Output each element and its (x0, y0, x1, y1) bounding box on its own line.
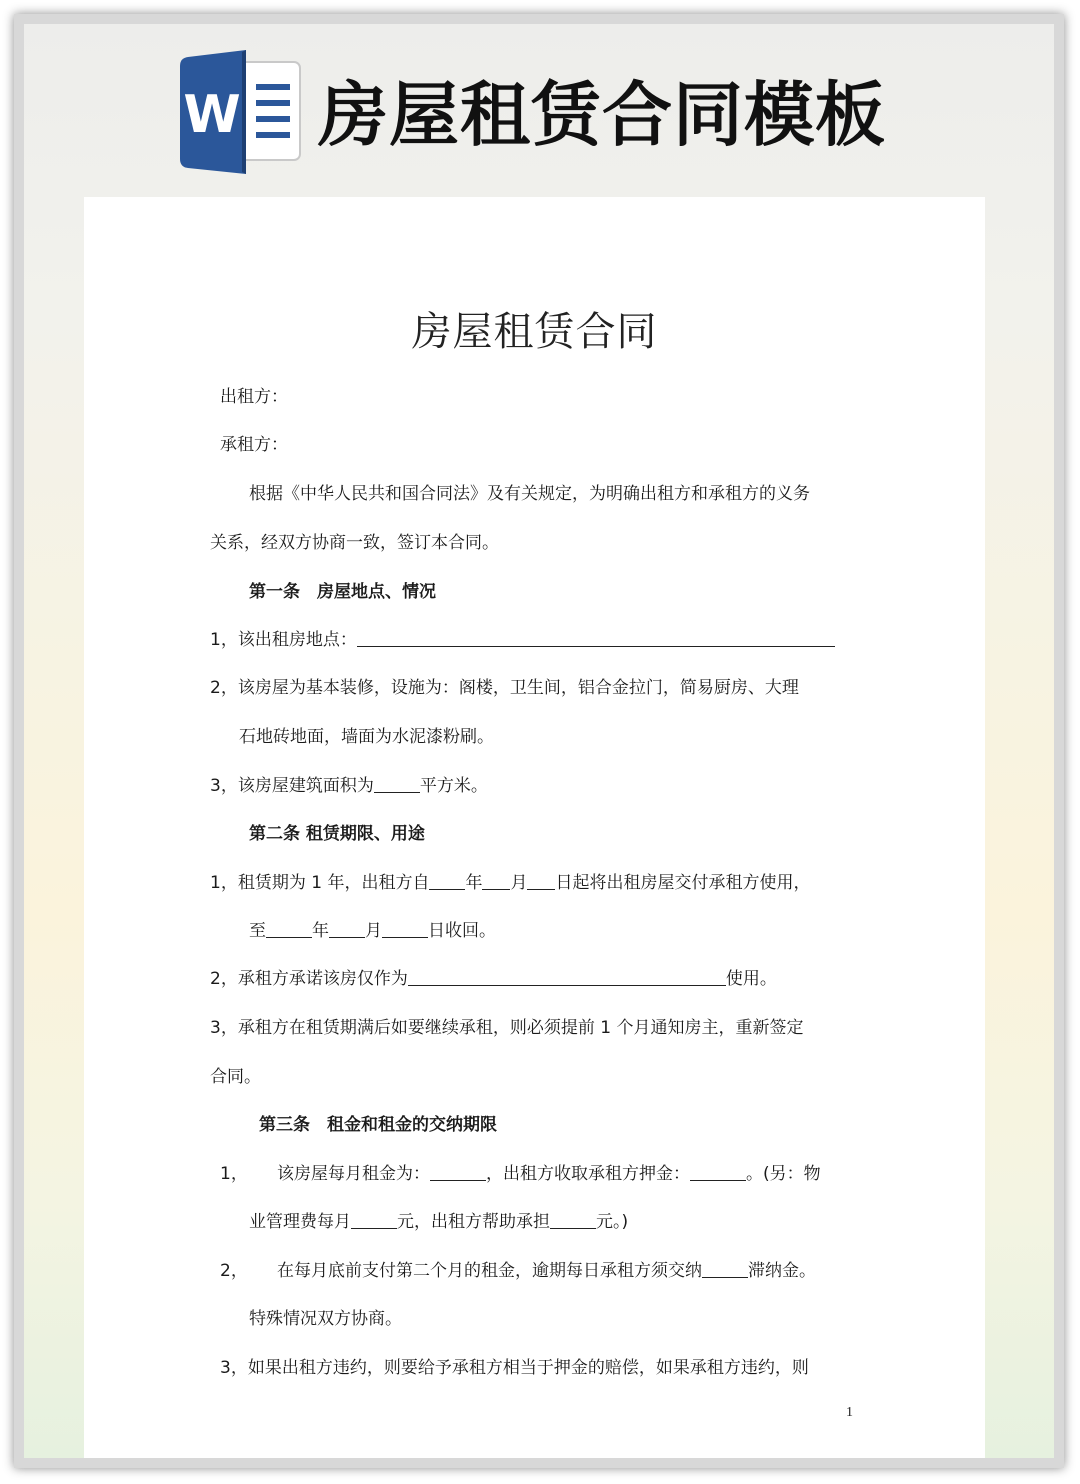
article-3-item-2-number: 2， (220, 1261, 248, 1281)
article-1-item-1 (210, 629, 835, 651)
blank-field (482, 872, 510, 890)
blank-field (351, 1211, 397, 1229)
blank-field (266, 920, 312, 938)
item-text: 业管理费每月 (249, 1212, 351, 1232)
poster-frame (14, 14, 1064, 1468)
lessee-label: 承租方： (220, 435, 288, 455)
item-text: 2，承租方承诺该房仅作为 (210, 969, 408, 989)
item-text: 1，该出租房地点： (210, 630, 357, 650)
svg-text:W: W (183, 85, 241, 145)
blank-field (550, 1211, 596, 1229)
blank-field (702, 1260, 748, 1278)
lessor-label: 出租方： (220, 387, 288, 407)
item-text: ，出租方收取承租方押金： (486, 1164, 690, 1184)
article-1-heading: 第一条 房屋地点、情况 (249, 582, 436, 602)
item-text: 年 (312, 921, 329, 941)
item-text: 滞纳金。 (748, 1261, 816, 1281)
article-3-item-2-line-2: 特殊情况双方协商。 (249, 1309, 402, 1329)
article-3-item-1-line-1 (277, 1163, 821, 1185)
item-text: 3，该房屋建筑面积为 (210, 776, 374, 796)
document-page (84, 197, 985, 1468)
article-2-item-1-line-2 (249, 920, 496, 942)
article-2-item-3-line-2: 合同。 (210, 1067, 261, 1087)
item-text: 至 (249, 921, 266, 941)
blank-field (374, 775, 420, 793)
article-3-item-1-line-2 (249, 1211, 628, 1233)
article-1-item-2-line-2: 石地砖地面，墙面为水泥漆粉刷。 (239, 727, 494, 747)
blank-field (430, 1163, 486, 1181)
article-3-item-2-line-1 (277, 1260, 816, 1282)
item-text: 元，出租方帮助承担 (397, 1212, 550, 1232)
banner (24, 24, 1054, 214)
item-text: 该房屋每月租金为： (277, 1164, 430, 1184)
article-3-item-3: 3，如果出租方违约，则要给予承租方相当于押金的赔偿，如果承租方违约，则 (220, 1358, 809, 1378)
article-1-item-3 (210, 775, 488, 797)
item-text: 1，租赁期为 1 年，出租方自 (210, 873, 430, 893)
article-2-item-3-line-1: 3，承租方在租赁期满后如要继续承租，则必须提前 1 个月通知房主，重新签定 (210, 1018, 804, 1038)
item-text: 元。) (596, 1212, 629, 1232)
article-2-item-2 (210, 968, 777, 990)
page-number: 1 (846, 1405, 853, 1420)
article-2-heading: 第二条 租赁期限、用途 (249, 824, 425, 844)
item-text: 。(另：物 (746, 1164, 821, 1184)
blank-field (357, 629, 835, 647)
blank-field (382, 920, 428, 938)
item-text: 日收回。 (428, 921, 496, 941)
blank-field (408, 968, 726, 986)
blank-field (329, 920, 365, 938)
document-title: 房屋租赁合同 (411, 309, 658, 355)
item-text: 月 (365, 921, 382, 941)
item-text: 年 (465, 873, 483, 893)
article-3-item-1-number: 1， (220, 1164, 248, 1184)
blank-field (527, 872, 555, 890)
item-text: 使用。 (725, 969, 777, 989)
blank-field (429, 872, 465, 890)
banner-title: 房屋租赁合同模板 (318, 74, 886, 156)
item-text: 平方米。 (419, 776, 488, 796)
item-text: 月 (510, 873, 528, 893)
article-1-item-2-line-1: 2，该房屋为基本装修，设施为：阁楼，卫生间，铝合金拉门，简易厨房、大理 (210, 678, 799, 698)
article-3-heading: 第三条 租金和租金的交纳期限 (259, 1115, 497, 1135)
article-2-item-1-line-1 (210, 872, 810, 894)
intro-line-2: 关系，经双方协商一致，签订本合同。 (210, 533, 499, 553)
blank-field (690, 1163, 746, 1181)
word-document-icon (176, 50, 304, 174)
item-text: 日起将出租房屋交付承租方使用， (555, 873, 811, 893)
item-text: 在每月底前支付第二个月的租金，逾期每日承租方须交纳 (277, 1261, 702, 1281)
intro-line-1: 根据《中华人民共和国合同法》及有关规定，为明确出租方和承租方的义务 (249, 484, 810, 504)
